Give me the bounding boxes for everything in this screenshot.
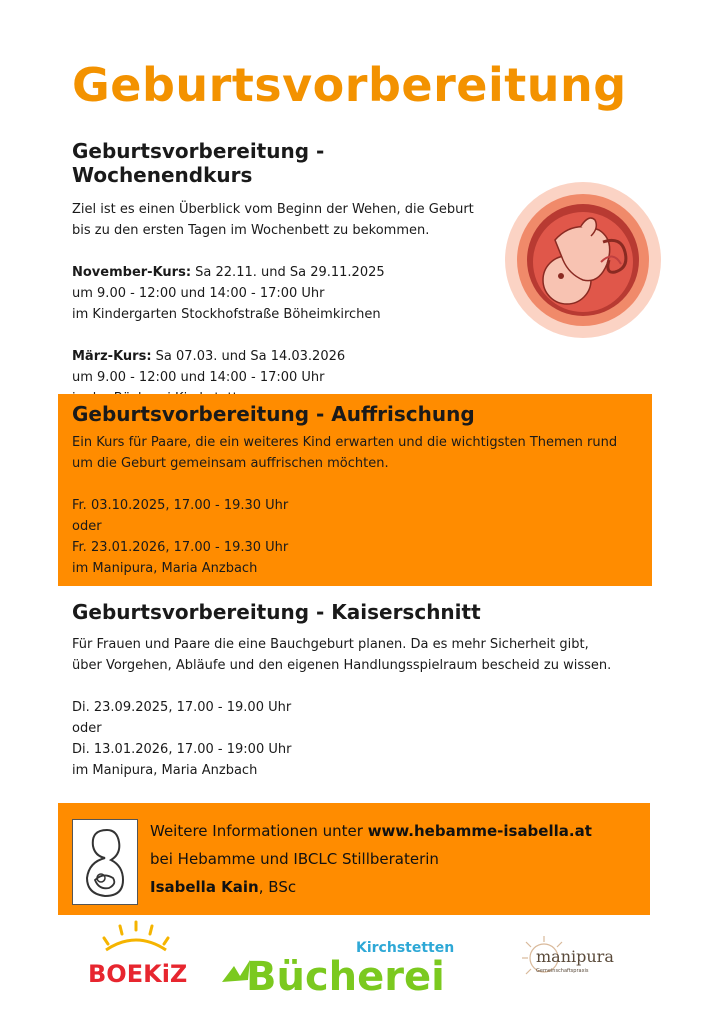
refresher-date-2: Fr. 23.01.2026, 17.00 - 19.30 Uhr	[72, 540, 289, 555]
embryo-illustration	[503, 180, 663, 340]
november-course-dates	[72, 262, 502, 283]
refresher-course-box	[58, 394, 652, 586]
weekend-intro-line-1: Ziel ist es einen Überblick vom Beginn der Wehen, die Geburt	[72, 202, 474, 217]
march-dates: Sa 07.03. und Sa 14.03.2026	[151, 349, 346, 364]
manipura-subtitle: Gemeinschaftspraxis	[536, 968, 589, 974]
website-link[interactable]: www.hebamme-isabella.at	[367, 822, 592, 840]
refresher-course-heading: Geburtsvorbereitung - Auffrischung	[72, 402, 475, 426]
caesarean-or: oder	[72, 721, 102, 736]
march-course-time: um 9.00 - 12:00 und 14:00 - 17:00 Uhr	[72, 370, 325, 385]
refresher-intro-line-1: Ein Kurs für Paare, die ein weiteres Kind erwarten und die wichtigsten Themen rund	[72, 435, 618, 450]
midwife-name: Isabella Kain	[150, 878, 259, 896]
weekend-course-section	[72, 139, 502, 409]
caesarean-intro-line-2: über Vorgehen, Abläufe und den eigenen Handlungsspielraum bescheid zu wissen.	[72, 658, 612, 673]
march-course-label: März-Kurs:	[72, 349, 152, 364]
more-info-line	[150, 817, 592, 845]
boekiz-logo	[84, 916, 194, 996]
midwife-title-line: bei Hebamme und IBCLC Stillberaterin	[150, 850, 439, 868]
november-dates: Sa 22.11. und Sa 29.11.2025	[191, 265, 385, 280]
mother-child-icon	[73, 820, 137, 904]
caesarean-date-1: Di. 23.09.2025, 17.00 - 19.00 Uhr	[72, 700, 292, 715]
buecherei-wordmark: Bücherei	[246, 954, 445, 1000]
midwife-name-line	[150, 873, 592, 901]
more-info-prefix: Weitere Informationen unter	[150, 822, 368, 840]
caesarean-course-section	[72, 600, 672, 781]
november-course-time: um 9.00 - 12:00 und 14:00 - 17:00 Uhr	[72, 286, 325, 301]
caesarean-intro-line-1: Für Frauen und Paare die eine Bauchgeburt planen. Da es mehr Sicherheit gibt,	[72, 637, 589, 652]
weekend-intro-line-2: bis zu den ersten Tagen im Wochenbett zu bekommen.	[72, 223, 430, 238]
caesarean-date-2: Di. 13.01.2026, 17.00 - 19:00 Uhr	[72, 742, 292, 757]
caesarean-place: im Manipura, Maria Anzbach	[72, 763, 258, 778]
refresher-date-1: Fr. 03.10.2025, 17.00 - 19.30 Uhr	[72, 498, 289, 513]
midwife-degree: , BSc	[258, 878, 297, 896]
refresher-intro-line-2: um die Geburt gemeinsam auffrischen möchten.	[72, 456, 389, 471]
refresher-or: oder	[72, 519, 102, 534]
weekend-course-heading: Geburtsvorbereitung - Wochenendkurs	[72, 139, 325, 187]
midwife-logo	[72, 819, 138, 905]
boekiz-wordmark: BOEKiZ	[88, 960, 188, 988]
contact-info-box	[58, 803, 650, 915]
november-course-label: November-Kurs:	[72, 265, 192, 280]
november-course-place: im Kindergarten Stockhofstraße Böheimkirchen	[72, 307, 381, 322]
refresher-place: im Manipura, Maria Anzbach	[72, 561, 258, 576]
march-course-dates	[72, 346, 502, 367]
buecherei-kirchstetten-logo	[216, 930, 476, 1000]
kirchstetten-wordmark: Kirchstetten	[356, 940, 455, 956]
manipura-logo	[514, 930, 634, 986]
caesarean-course-heading: Geburtsvorbereitung - Kaiserschnitt	[72, 600, 481, 624]
page-title: Geburtsvorbereitung	[72, 58, 627, 112]
manipura-wordmark: manipura	[536, 947, 614, 966]
